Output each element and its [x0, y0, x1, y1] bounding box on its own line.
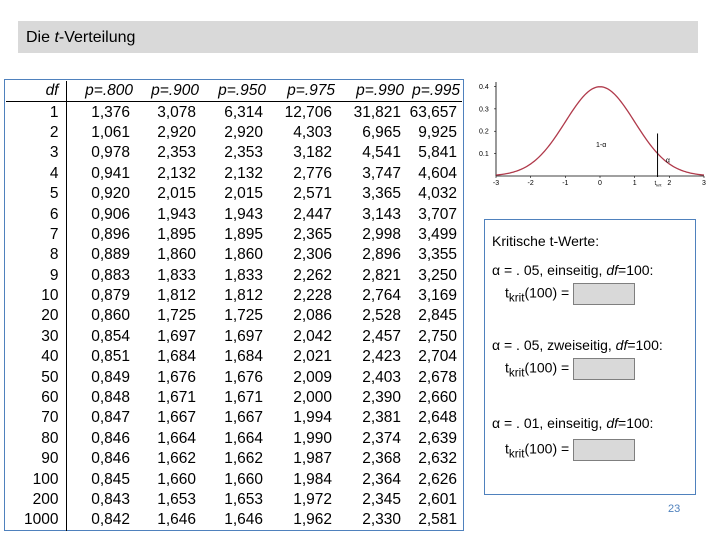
- area-label: 1-α: [596, 141, 607, 149]
- t-table-body: [6, 102, 462, 531]
- table-row: [6, 429, 462, 449]
- value-cell: 2,374: [362, 429, 401, 447]
- table-row: [6, 204, 462, 224]
- title-suffix: -Verteilung: [58, 29, 136, 46]
- title-italic-t: t: [54, 29, 59, 46]
- df-cell: 3: [6, 143, 66, 163]
- value-cell: 1,664: [157, 429, 196, 447]
- table-row: [6, 225, 462, 245]
- x-tick-label: -3: [492, 180, 500, 187]
- table-row: [6, 388, 462, 408]
- value-cell: 1,376: [91, 103, 130, 121]
- value-cell: 2,998: [362, 225, 401, 243]
- tkrit-sub: krit: [508, 447, 525, 461]
- value-cell: 2,345: [362, 491, 401, 508]
- value-cell: 1,860: [157, 246, 196, 264]
- value-cell: 0,883: [91, 266, 130, 284]
- item-2-alpha: α = . 05, zweiseitig,: [492, 337, 616, 353]
- item-2-df: df: [615, 337, 628, 353]
- value-cell: 2,086: [293, 307, 332, 325]
- table-row: [6, 408, 462, 428]
- t-table: [6, 81, 462, 531]
- page-number: 23: [668, 503, 681, 515]
- value-cell: 2,626: [418, 470, 457, 488]
- table-row: [6, 266, 462, 286]
- value-cell: 2,403: [362, 368, 401, 386]
- x-tick-label: 2: [667, 180, 672, 187]
- value-cell: 1,987: [293, 450, 332, 468]
- value-cell: 0,846: [91, 450, 130, 468]
- item-1-df-value: =100:: [618, 262, 654, 278]
- value-cell: 2,000: [293, 389, 332, 407]
- x-tick-label: 0: [598, 180, 602, 187]
- df-cell: 1000: [6, 510, 66, 530]
- value-cell: 1,646: [224, 511, 263, 529]
- value-cell: 1,676: [157, 368, 196, 386]
- value-cell: 1,660: [157, 470, 196, 488]
- value-cell: 1,895: [224, 225, 263, 243]
- value-cell: 2,581: [418, 511, 457, 529]
- value-cell: 2,353: [224, 144, 263, 162]
- value-cell: 2,845: [418, 307, 457, 325]
- value-cell: 3,182: [293, 144, 332, 162]
- answer-box-3[interactable]: [573, 439, 635, 461]
- value-cell: 2,353: [157, 144, 196, 162]
- header-p: p=.975: [268, 81, 337, 102]
- df-cell: 100: [6, 469, 66, 489]
- value-cell: 1,994: [293, 409, 332, 427]
- value-cell: 1,676: [224, 368, 263, 386]
- value-cell: 2,262: [293, 266, 332, 284]
- slide-title: [18, 21, 698, 53]
- tkrit-sub: krit: [508, 366, 525, 380]
- value-cell: 1,664: [224, 429, 263, 447]
- value-cell: 63,657: [409, 103, 457, 121]
- value-cell: 0,920: [91, 185, 130, 203]
- value-cell: 1,972: [293, 491, 332, 508]
- answer-box-2[interactable]: [573, 358, 635, 380]
- df-cell: 1: [6, 102, 66, 123]
- t-distribution-plot: [472, 76, 712, 194]
- value-cell: 2,015: [157, 185, 196, 203]
- table-row: [6, 123, 462, 143]
- tkrit-t: t: [505, 284, 509, 301]
- value-cell: 0,842: [91, 511, 130, 529]
- table-row: [6, 490, 462, 510]
- item-1-tkrit: [505, 283, 635, 305]
- item-3-df: df: [606, 415, 619, 431]
- value-cell: 2,042: [293, 327, 332, 345]
- table-row: [6, 143, 462, 163]
- value-cell: 0,889: [91, 246, 130, 264]
- box-heading: Kritische t-Werte:: [492, 233, 600, 249]
- value-cell: 2,330: [362, 511, 401, 529]
- header-df: df: [6, 81, 66, 102]
- value-cell: 2,639: [418, 429, 457, 447]
- x-tick-label: -2: [527, 180, 534, 187]
- table-row: [6, 102, 462, 123]
- value-cell: 3,707: [418, 205, 457, 223]
- df-cell: 9: [6, 266, 66, 286]
- value-cell: 2,648: [418, 409, 457, 427]
- df-cell: 50: [6, 367, 66, 387]
- value-cell: 1,653: [157, 491, 196, 508]
- value-cell: 4,032: [418, 185, 457, 203]
- x-tick-label: 3: [702, 180, 706, 187]
- value-cell: 2,821: [362, 266, 401, 284]
- table-row: [6, 306, 462, 326]
- df-cell: 10: [6, 286, 66, 306]
- value-cell: 1,725: [224, 307, 263, 325]
- value-cell: 3,169: [418, 287, 457, 305]
- critical-values-box: [484, 219, 696, 495]
- table-row: [6, 164, 462, 184]
- value-cell: 2,678: [418, 368, 457, 386]
- table-row: [6, 367, 462, 387]
- value-cell: 3,747: [362, 164, 401, 182]
- tkrit-sub: krit: [508, 291, 525, 305]
- df-cell: 200: [6, 490, 66, 510]
- item-1-df: df: [606, 262, 619, 278]
- value-cell: 1,812: [157, 287, 196, 305]
- value-cell: 2,528: [362, 307, 401, 325]
- tail-label: α: [665, 157, 670, 165]
- title-prefix: Die: [26, 29, 55, 46]
- tkrit-label: [655, 181, 663, 188]
- item-3-condition: [492, 415, 653, 431]
- value-cell: 1,660: [224, 470, 263, 488]
- value-cell: 0,849: [91, 368, 130, 386]
- value-cell: 1,697: [157, 327, 196, 345]
- value-cell: 1,962: [293, 511, 332, 529]
- item-3-df-value: =100:: [618, 415, 654, 431]
- item-1-condition: [492, 262, 653, 278]
- x-tick-label: 1: [632, 180, 637, 187]
- value-cell: 3,499: [418, 225, 457, 243]
- value-cell: 2,365: [293, 225, 332, 243]
- value-cell: 2,704: [418, 348, 457, 366]
- value-cell: 2,021: [293, 348, 332, 366]
- tkrit-label-t: t: [654, 181, 657, 187]
- value-cell: 1,990: [293, 429, 332, 447]
- value-cell: 2,776: [293, 164, 332, 182]
- value-cell: 4,303: [293, 123, 332, 141]
- value-cell: 2,457: [362, 327, 401, 345]
- value-cell: 1,812: [224, 287, 263, 305]
- density-curve: [496, 87, 704, 175]
- value-cell: 1,943: [157, 205, 196, 223]
- y-tick-label: 0.4: [479, 83, 489, 91]
- value-cell: 2,015: [224, 185, 263, 203]
- header-p: p=.995: [406, 81, 462, 102]
- df-cell: 40: [6, 347, 66, 367]
- value-cell: 6,965: [362, 123, 401, 141]
- value-cell: 2,132: [224, 164, 263, 182]
- value-cell: 2,390: [362, 389, 401, 407]
- value-cell: 1,662: [224, 450, 263, 468]
- table-row: [6, 327, 462, 347]
- value-cell: 0,978: [91, 144, 130, 162]
- item-2-tkrit: [505, 358, 635, 380]
- df-cell: 80: [6, 429, 66, 449]
- table-row: [6, 184, 462, 204]
- x-tick-label: -1: [562, 180, 569, 187]
- value-cell: 2,632: [418, 450, 457, 468]
- table-row: [6, 510, 462, 530]
- t-table-header: [6, 81, 462, 102]
- y-tick-label: 0.2: [479, 128, 489, 136]
- value-cell: 0,896: [91, 225, 130, 243]
- value-cell: 2,764: [362, 287, 401, 305]
- value-cell: 1,697: [224, 327, 263, 345]
- value-cell: 2,381: [362, 409, 401, 427]
- tkrit-t: t: [505, 440, 509, 457]
- value-cell: 1,667: [157, 409, 196, 427]
- value-cell: 2,228: [293, 287, 332, 305]
- df-cell: 8: [6, 245, 66, 265]
- value-cell: 4,541: [362, 144, 401, 162]
- value-cell: 2,660: [418, 389, 457, 407]
- value-cell: 0,843: [91, 491, 130, 508]
- df-cell: 2: [6, 123, 66, 143]
- value-cell: 1,860: [224, 246, 263, 264]
- item-2-df-value: =100:: [627, 337, 663, 353]
- value-cell: 1,684: [157, 348, 196, 366]
- header-p: p=.900: [135, 81, 201, 102]
- value-cell: 3,365: [362, 185, 401, 203]
- tkrit-arg: (100) =: [524, 440, 570, 457]
- value-cell: 1,895: [157, 225, 196, 243]
- value-cell: 3,078: [157, 103, 196, 121]
- df-cell: 7: [6, 225, 66, 245]
- value-cell: 1,833: [157, 266, 196, 284]
- value-cell: 2,896: [362, 246, 401, 264]
- value-cell: 0,851: [91, 348, 130, 366]
- value-cell: 2,368: [362, 450, 401, 468]
- df-cell: 30: [6, 327, 66, 347]
- df-cell: 90: [6, 449, 66, 469]
- value-cell: 1,662: [157, 450, 196, 468]
- df-cell: 5: [6, 184, 66, 204]
- value-cell: 1,646: [157, 511, 196, 529]
- header-p: p=.950: [201, 81, 268, 102]
- value-cell: 2,601: [418, 491, 457, 508]
- tkrit-arg: (100) =: [524, 359, 570, 376]
- tkrit-label-sub: krit: [656, 182, 662, 188]
- value-cell: 0,845: [91, 470, 130, 488]
- value-cell: 4,604: [418, 164, 457, 182]
- value-cell: 1,653: [224, 491, 263, 508]
- value-cell: 1,725: [157, 307, 196, 325]
- y-tick-label: 0.1: [479, 151, 489, 159]
- item-3-alpha: α = . 01, einseitig,: [492, 415, 607, 431]
- value-cell: 2,750: [418, 327, 457, 345]
- tkrit-arg: (100) =: [524, 284, 570, 301]
- value-cell: 2,920: [224, 123, 263, 141]
- value-cell: 2,009: [293, 368, 332, 386]
- tkrit-t: t: [505, 359, 509, 376]
- df-cell: 20: [6, 306, 66, 326]
- value-cell: 1,061: [91, 123, 130, 141]
- value-cell: 6,314: [224, 103, 263, 121]
- table-row: [6, 245, 462, 265]
- value-cell: 31,821: [353, 103, 401, 121]
- df-cell: 60: [6, 388, 66, 408]
- value-cell: 1,943: [224, 205, 263, 223]
- value-cell: 0,854: [91, 327, 130, 345]
- header-p: p=.990: [337, 81, 406, 102]
- value-cell: 1,671: [157, 389, 196, 407]
- value-cell: 3,143: [362, 205, 401, 223]
- value-cell: 0,860: [91, 307, 130, 325]
- value-cell: 1,667: [224, 409, 263, 427]
- value-cell: 2,571: [293, 185, 332, 203]
- value-cell: 2,920: [157, 123, 196, 141]
- value-cell: 1,984: [293, 470, 332, 488]
- table-row: [6, 286, 462, 306]
- answer-box-1[interactable]: [573, 283, 635, 305]
- value-cell: 1,671: [224, 389, 263, 407]
- df-cell: 70: [6, 408, 66, 428]
- value-cell: 2,364: [362, 470, 401, 488]
- item-3-tkrit: [505, 439, 635, 461]
- table-row: [6, 347, 462, 367]
- table-row: [6, 449, 462, 469]
- value-cell: 3,250: [418, 266, 457, 284]
- value-cell: 1,684: [224, 348, 263, 366]
- item-1-alpha: α = . 05, einseitig,: [492, 262, 607, 278]
- df-cell: 4: [6, 164, 66, 184]
- y-tick-label: 0.3: [479, 106, 489, 114]
- value-cell: 3,355: [418, 246, 457, 264]
- value-cell: 0,847: [91, 409, 130, 427]
- header-p: p=.800: [66, 81, 135, 102]
- df-cell: 6: [6, 204, 66, 224]
- value-cell: 0,846: [91, 429, 130, 447]
- value-cell: 0,906: [91, 205, 130, 223]
- value-cell: 2,306: [293, 246, 332, 264]
- value-cell: 1,833: [224, 266, 263, 284]
- value-cell: 2,447: [293, 205, 332, 223]
- item-2-condition: [492, 337, 663, 353]
- value-cell: 5,841: [418, 144, 457, 162]
- table-row: [6, 469, 462, 489]
- value-cell: 0,879: [91, 287, 130, 305]
- value-cell: 12,706: [284, 103, 332, 121]
- value-cell: 0,848: [91, 389, 130, 407]
- value-cell: 2,132: [157, 164, 196, 182]
- value-cell: 0,941: [91, 164, 130, 182]
- value-cell: 2,423: [362, 348, 401, 366]
- value-cell: 9,925: [418, 123, 457, 141]
